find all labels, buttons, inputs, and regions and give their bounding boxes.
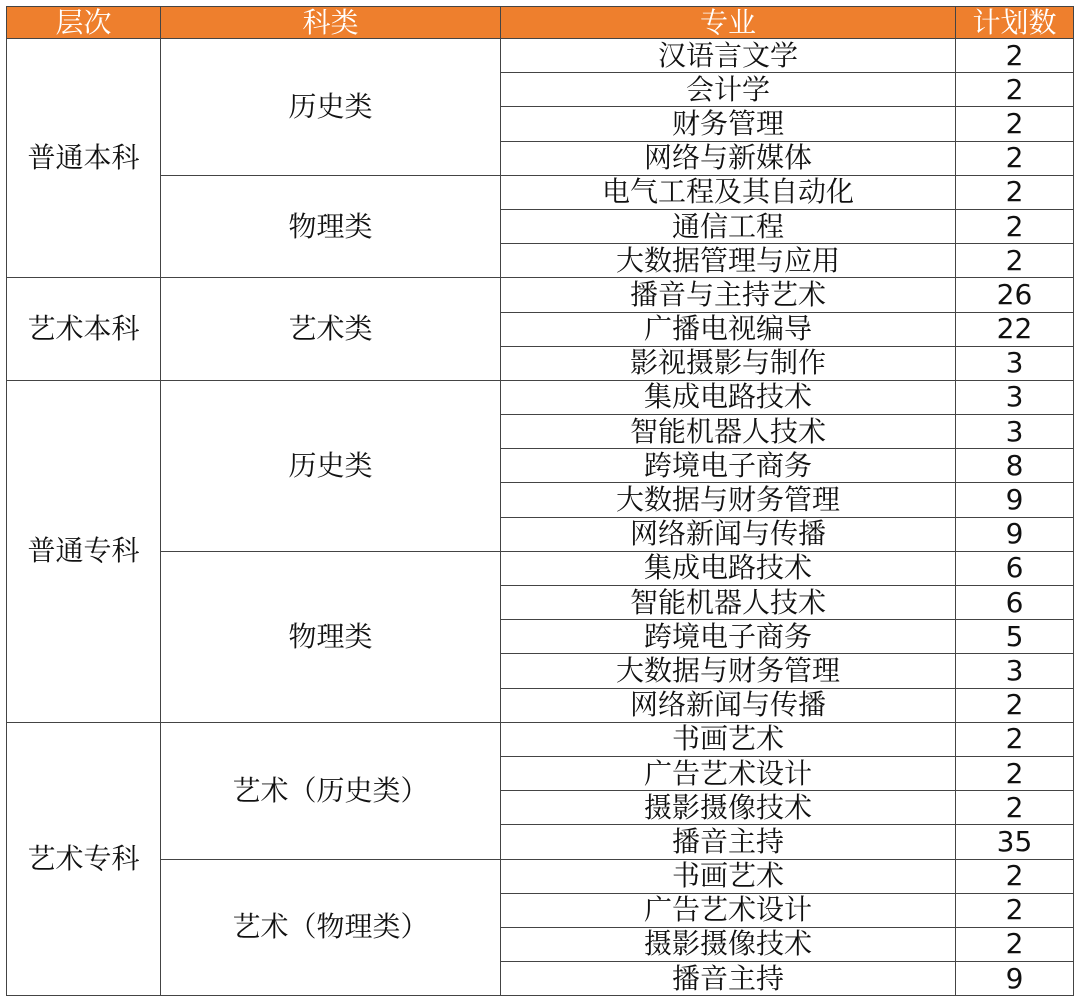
plan-count-cell: 22 [956, 312, 1074, 346]
plan-count-cell: 35 [956, 825, 1074, 859]
plan-count-cell: 9 [956, 962, 1074, 996]
category-cell: 艺术类 [161, 278, 501, 381]
table-row [7, 39, 1074, 73]
plan-count-cell: 2 [956, 722, 1074, 756]
plan-count-cell: 2 [956, 107, 1074, 141]
major-cell: 播音与主持艺术 [501, 278, 956, 312]
level-cell: 普通本科 [7, 39, 161, 278]
plan-count-cell: 6 [956, 586, 1074, 620]
category-cell: 物理类 [161, 551, 501, 722]
table-row [7, 380, 1074, 414]
plan-count-cell: 5 [956, 620, 1074, 654]
major-cell: 电气工程及其自动化 [501, 175, 956, 209]
category-cell: 历史类 [161, 39, 501, 176]
header-category: 科类 [161, 7, 501, 39]
category-cell: 物理类 [161, 175, 501, 278]
category-cell: 历史类 [161, 380, 501, 551]
major-cell: 影视摄影与制作 [501, 346, 956, 380]
header-plan: 计划数 [956, 7, 1074, 39]
plan-count-cell: 2 [956, 893, 1074, 927]
major-cell: 智能机器人技术 [501, 586, 956, 620]
level-cell: 艺术专科 [7, 722, 161, 996]
plan-count-cell: 8 [956, 449, 1074, 483]
plan-count-cell: 9 [956, 483, 1074, 517]
plan-count-cell: 2 [956, 209, 1074, 243]
plan-count-cell: 2 [956, 688, 1074, 722]
plan-count-cell: 2 [956, 244, 1074, 278]
plan-count-cell: 3 [956, 380, 1074, 414]
major-cell: 大数据管理与应用 [501, 244, 956, 278]
major-cell: 跨境电子商务 [501, 449, 956, 483]
plan-count-cell: 6 [956, 551, 1074, 585]
major-cell: 书画艺术 [501, 859, 956, 893]
table-header-row [7, 7, 1074, 39]
table-row [7, 175, 1074, 209]
plan-count-cell: 3 [956, 415, 1074, 449]
major-cell: 集成电路技术 [501, 551, 956, 585]
major-cell: 跨境电子商务 [501, 620, 956, 654]
plan-count-cell: 2 [956, 39, 1074, 73]
plan-count-cell: 2 [956, 756, 1074, 790]
major-cell: 大数据与财务管理 [501, 483, 956, 517]
category-cell: 艺术（历史类） [161, 722, 501, 859]
major-cell: 网络与新媒体 [501, 141, 956, 175]
level-cell: 艺术本科 [7, 278, 161, 381]
plan-count-cell: 2 [956, 859, 1074, 893]
plan-count-cell: 3 [956, 654, 1074, 688]
table-body [7, 39, 1074, 996]
major-cell: 播音主持 [501, 825, 956, 859]
major-cell: 摄影摄像技术 [501, 927, 956, 961]
level-cell: 普通专科 [7, 380, 161, 722]
major-cell: 摄影摄像技术 [501, 791, 956, 825]
major-cell: 大数据与财务管理 [501, 654, 956, 688]
plan-count-cell: 2 [956, 141, 1074, 175]
major-cell: 财务管理 [501, 107, 956, 141]
table-row [7, 722, 1074, 756]
plan-count-cell: 2 [956, 927, 1074, 961]
major-cell: 广告艺术设计 [501, 893, 956, 927]
major-cell: 通信工程 [501, 209, 956, 243]
plan-count-cell: 26 [956, 278, 1074, 312]
major-cell: 播音主持 [501, 962, 956, 996]
table-row [7, 859, 1074, 893]
major-cell: 集成电路技术 [501, 380, 956, 414]
plan-count-cell: 2 [956, 791, 1074, 825]
plan-count-cell: 9 [956, 517, 1074, 551]
major-cell: 广播电视编导 [501, 312, 956, 346]
enrollment-plan-table [6, 6, 1074, 996]
plan-count-cell: 2 [956, 175, 1074, 209]
major-cell: 网络新闻与传播 [501, 517, 956, 551]
header-major: 专业 [501, 7, 956, 39]
major-cell: 广告艺术设计 [501, 756, 956, 790]
plan-count-cell: 2 [956, 73, 1074, 107]
major-cell: 书画艺术 [501, 722, 956, 756]
major-cell: 会计学 [501, 73, 956, 107]
major-cell: 汉语言文学 [501, 39, 956, 73]
category-cell: 艺术（物理类） [161, 859, 501, 996]
major-cell: 智能机器人技术 [501, 415, 956, 449]
table-row [7, 551, 1074, 585]
table-row [7, 278, 1074, 312]
major-cell: 网络新闻与传播 [501, 688, 956, 722]
header-level: 层次 [7, 7, 161, 39]
plan-count-cell: 3 [956, 346, 1074, 380]
